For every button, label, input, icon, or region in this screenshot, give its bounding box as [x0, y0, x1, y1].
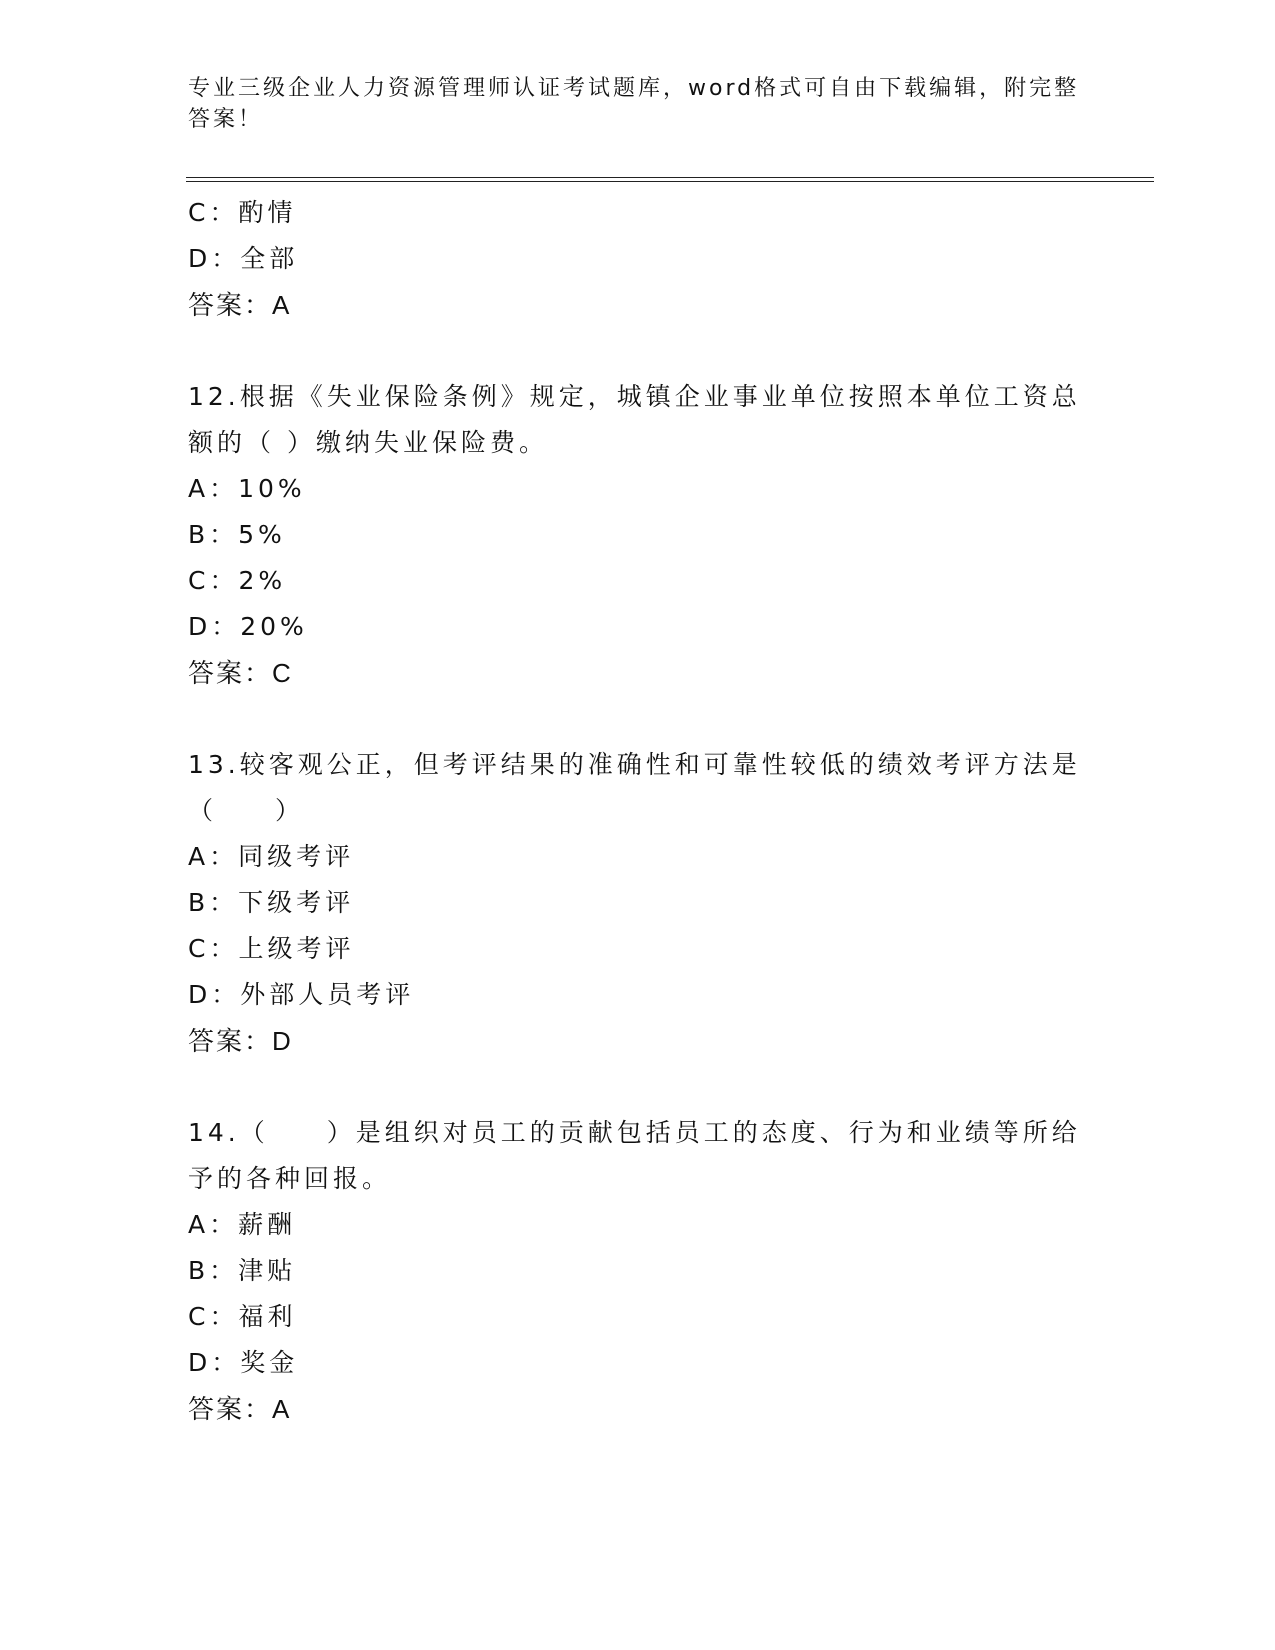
option-a: A：10%	[188, 474, 306, 503]
option-c: C：酌情	[188, 198, 297, 227]
option-c: C：上级考评	[188, 934, 355, 963]
option-d: D：奖金	[188, 1348, 299, 1377]
answer: 答案：D	[188, 1026, 293, 1056]
answer: 答案：C	[188, 658, 293, 688]
question-13	[188, 742, 1108, 1064]
question-stem: 13.较客观公正，但考评结果的准确性和可靠性较低的绩效考评方法是	[188, 750, 1081, 779]
answer: 答案：A	[188, 1394, 292, 1424]
option-c: C：2%	[188, 566, 287, 595]
option-b: B：5%	[188, 520, 286, 549]
question-stem-cont: 予的各种回报。	[188, 1164, 392, 1193]
option-c: C：福利	[188, 1302, 297, 1331]
question-11	[188, 190, 1108, 328]
question-12	[188, 374, 1108, 696]
question-stem-cont: （ ）	[188, 796, 305, 825]
option-b: B：津贴	[188, 1256, 297, 1285]
option-a: A：同级考评	[188, 842, 355, 871]
option-a: A：薪酬	[188, 1210, 297, 1239]
question-stem: 14.（ ）是组织对员工的贡献包括员工的态度、行为和业绩等所给	[188, 1118, 1081, 1147]
question-14	[188, 1110, 1108, 1432]
question-stem-cont: 额的（ ）缴纳失业保险费。	[188, 428, 548, 457]
header-line-2: 答案！	[188, 107, 264, 132]
question-stem: 12.根据《失业保险条例》规定，城镇企业事业单位按照本单位工资总	[188, 382, 1081, 411]
header-line-1: 专业三级企业人力资源管理师认证考试题库，word格式可自由下载编辑，附完整	[188, 76, 1080, 101]
option-d: D：20%	[188, 612, 308, 641]
spacer	[188, 696, 1108, 742]
answer: 答案：A	[188, 290, 292, 320]
document-header	[188, 73, 1088, 135]
header-divider	[186, 177, 1154, 182]
spacer	[188, 328, 1108, 374]
question-list	[188, 190, 1108, 1432]
spacer	[188, 1064, 1108, 1110]
option-d: D：全部	[188, 244, 299, 273]
option-d: D：外部人员考评	[188, 980, 415, 1009]
option-b: B：下级考评	[188, 888, 355, 917]
